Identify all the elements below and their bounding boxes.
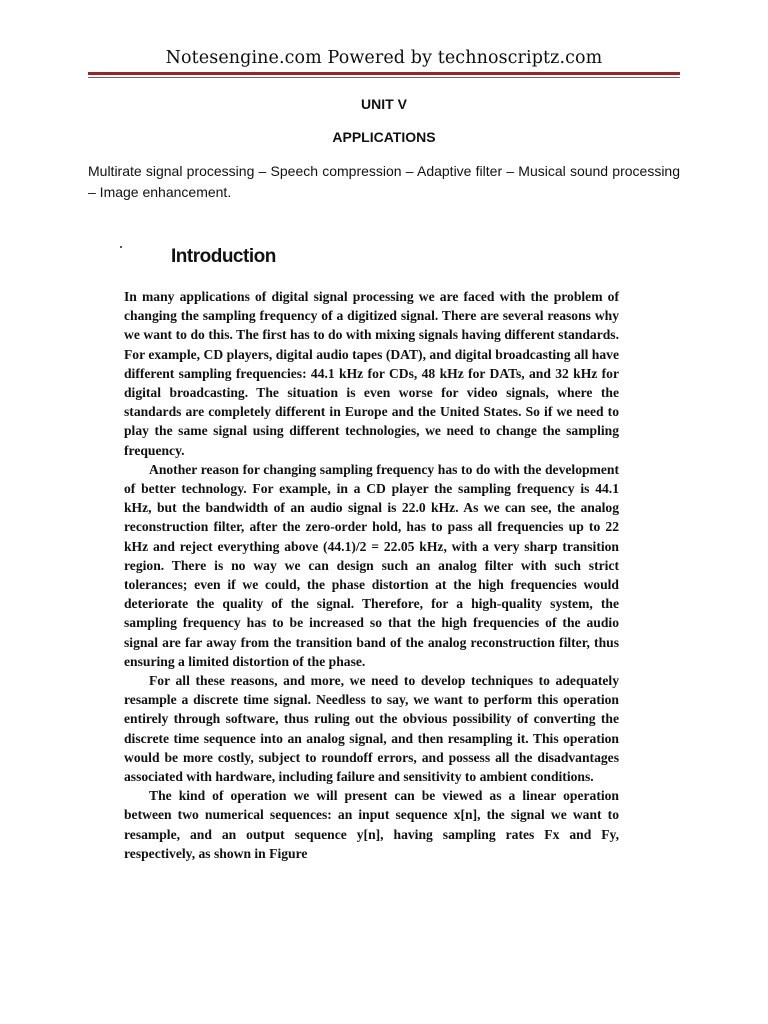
syllabus-topics: Multirate signal processing – Speech compression – Adaptive filter – Musical sound processing – Image enhancement. bbox=[88, 163, 680, 200]
intro-paragraph-2: Another reason for changing sampling frequency has to do with the development of better technology. For example, in a CD player the sampling frequency is 44.1 kHz, but the bandwidth of an audio signal is 22.0 kHz. As we can see, the analog reconstruction filter, after the zero-order hold, has to pass all frequencies up to 22 kHz and reject everything above (44.1)/2 = 22.05 kHz, with a very sharp transition region. There is no way we can design such an analog filter with such strict tolerances; even if we could, the phase distortion at the high frequencies would deteriorate the quality of the signal. Therefore, for a high-quality system, the sampling frequency has to be increased so that the high frequencies of the audio signal are far away from the transition band of the analog reconstruction filter, thus ensuring a limited distortion of the phase. bbox=[124, 461, 619, 669]
header-rule-thick bbox=[88, 72, 680, 75]
unit-title: UNIT V bbox=[361, 96, 407, 112]
introduction-heading: Introduction bbox=[171, 246, 276, 267]
section-title: APPLICATIONS bbox=[332, 129, 436, 145]
header-rule-thin bbox=[88, 77, 680, 78]
intro-paragraph-1: In many applications of digital signal processing we are faced with the problem of changing the sampling frequency of a digitized signal. There are several reasons why we want to do this. The first has to do with mixing signals having different standards. For example, CD players, digital audio tapes (DAT), and digital broadcasting all have different sampling frequencies: 44.1 kHz for CDs, 48 kHz for DATs, and 32 kHz for digital broadcasting. The situation is even worse for video signals, where the standards are completely different in Europe and the United States. So if we need to play the same signal using different technologies, we need to change the sampling frequency. bbox=[124, 289, 619, 458]
scan-speck bbox=[120, 246, 122, 248]
intro-paragraph-3: For all these reasons, and more, we need to develop techniques to adequately resample a discrete time signal. Needless to say, we want to perform this operation entirely through software, thus ruling out the obvious possibility of converting the discrete time sequence into an analog signal, and then resampling it. This operation would be more costly, subject to roundoff errors, and possess all the disadvantages associated with hardware, including failure and sensitivity to ambient conditions. bbox=[124, 673, 619, 785]
page-header: Notesengine.com Powered by technoscriptz.com bbox=[165, 48, 603, 68]
scanned-text-block bbox=[124, 287, 619, 863]
intro-paragraph-4: The kind of operation we will present can be viewed as a linear operation between two numerical sequences: an input sequence x[n], the signal we want to resample, and an output sequence y[n], having sampling rates Fx and Fy, respectively, as shown in Figure bbox=[124, 788, 619, 861]
